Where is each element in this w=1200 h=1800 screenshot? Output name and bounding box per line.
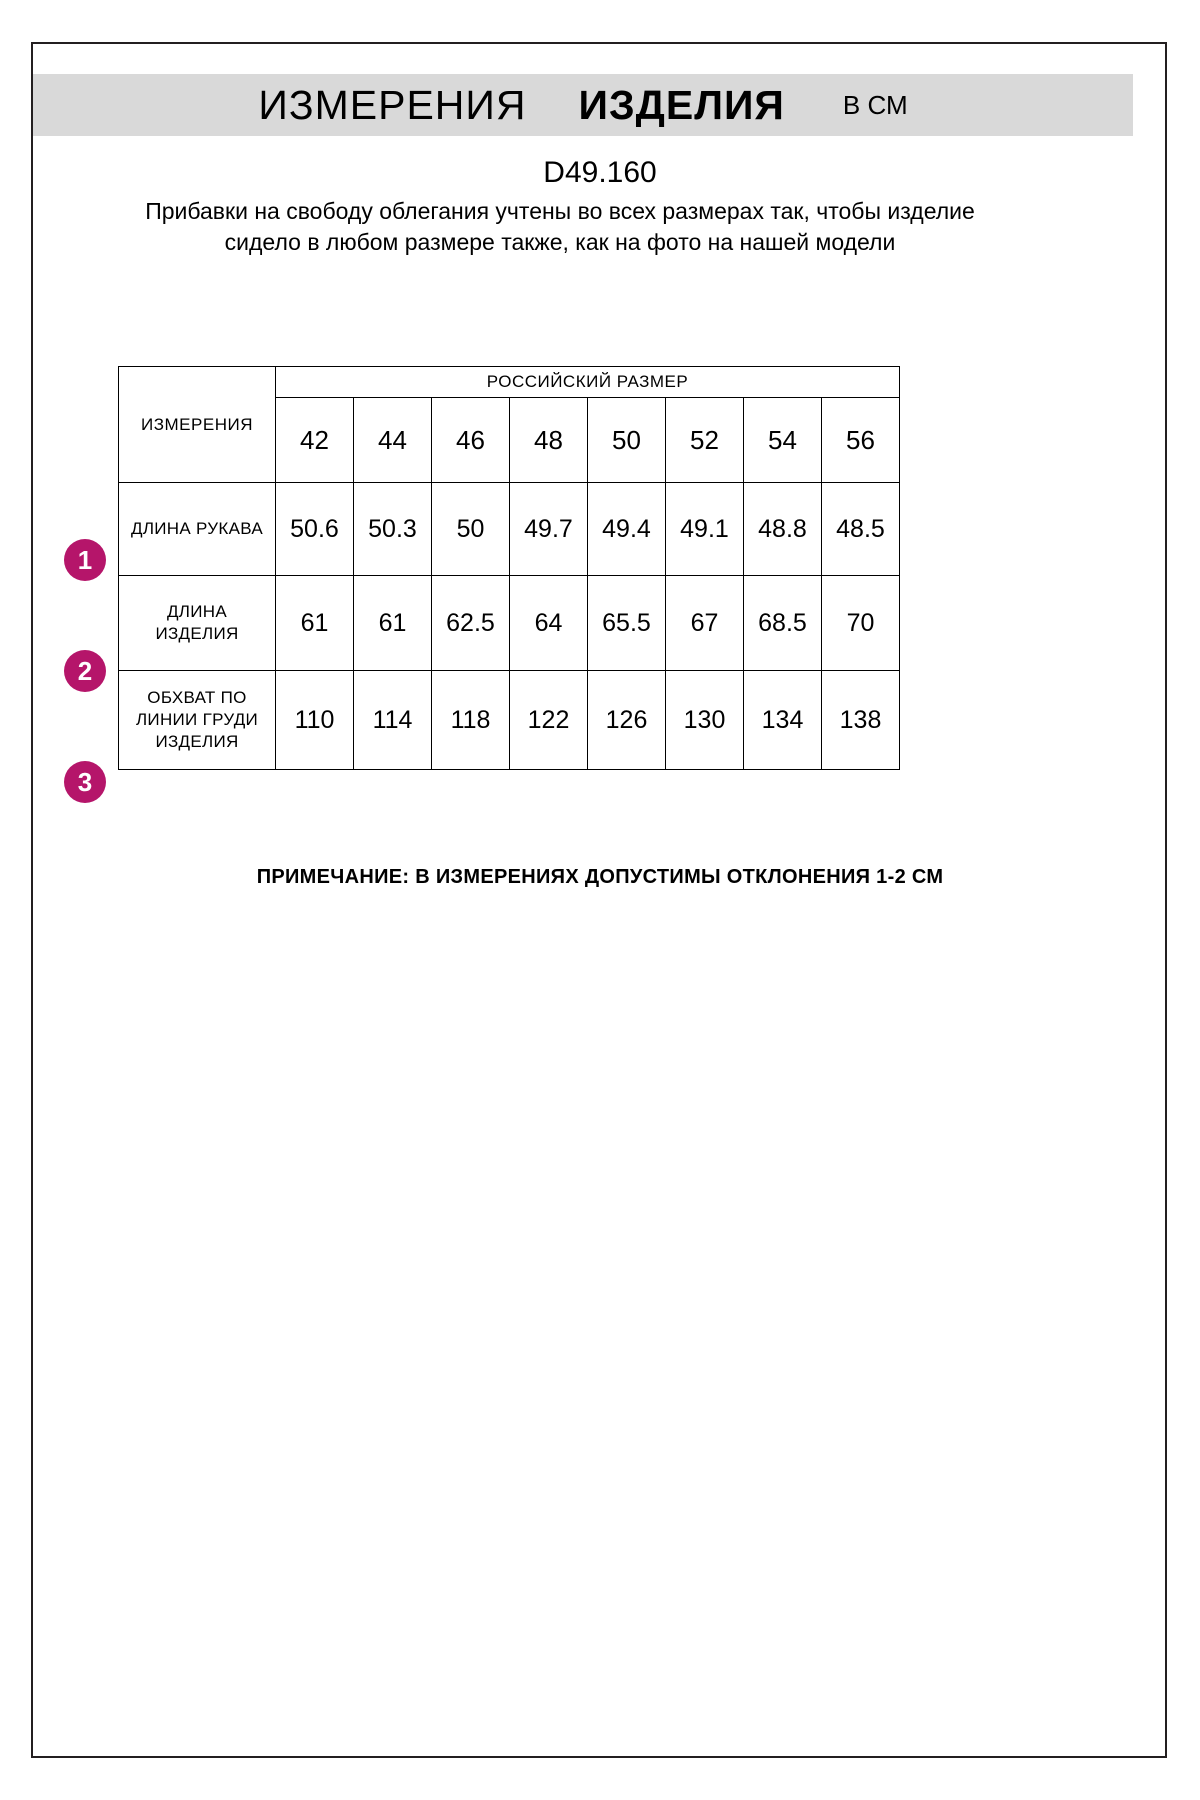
- size-header-cell: 52: [666, 398, 744, 483]
- measurement-value: 50.6: [276, 483, 354, 576]
- measurement-value: 65.5: [588, 576, 666, 671]
- measurement-value: 48.8: [744, 483, 822, 576]
- measurement-value: 70: [822, 576, 900, 671]
- size-chart-table: [118, 366, 900, 770]
- measurement-value: 49.1: [666, 483, 744, 576]
- measurement-value: 138: [822, 671, 900, 770]
- measurement-badge-1: 1: [64, 539, 106, 581]
- page-title-emphasis: ИЗДЕЛИЯ: [578, 81, 785, 128]
- measurement-value: 61: [354, 576, 432, 671]
- measurement-value: 110: [276, 671, 354, 770]
- measurement-value: 64: [510, 576, 588, 671]
- page-title: ИЗМЕРЕНИЯ: [258, 81, 527, 128]
- measurement-value: 114: [354, 671, 432, 770]
- table-group-header: РОССИЙСКИЙ РАЗМЕР: [276, 367, 900, 398]
- measurement-value: 49.4: [588, 483, 666, 576]
- size-header-cell: 50: [588, 398, 666, 483]
- size-header-cell: 42: [276, 398, 354, 483]
- measurement-value: 130: [666, 671, 744, 770]
- table-row: [119, 576, 900, 671]
- measurement-value: 62.5: [432, 576, 510, 671]
- size-header-cell: 54: [744, 398, 822, 483]
- header-band: [33, 74, 1133, 136]
- measurement-value: 67: [666, 576, 744, 671]
- measurement-badge-3: 3: [64, 761, 106, 803]
- page-border: [31, 42, 1167, 1758]
- table-row: [119, 483, 900, 576]
- measurement-value: 122: [510, 671, 588, 770]
- measurement-value: 49.7: [510, 483, 588, 576]
- table-corner-label: ИЗМЕРЕНИЯ: [119, 367, 276, 483]
- intro-text: Прибавки на свободу облегания учтены во всех размерах так, чтобы изделие сидело в любом размере также, как на фото на нашей модели: [145, 198, 975, 255]
- measurement-label: ДЛИНА ИЗДЕЛИЯ: [119, 576, 276, 671]
- measurement-value: 68.5: [744, 576, 822, 671]
- size-header-cell: 48: [510, 398, 588, 483]
- measurement-value: 126: [588, 671, 666, 770]
- unit-label: В СМ: [842, 89, 908, 120]
- size-header-cell: 44: [354, 398, 432, 483]
- model-code: D49.160: [543, 156, 657, 189]
- measurement-value: 118: [432, 671, 510, 770]
- size-header-cell: 56: [822, 398, 900, 483]
- measurement-value: 134: [744, 671, 822, 770]
- measurement-label: ОБХВАТ ПО ЛИНИИ ГРУДИ ИЗДЕЛИЯ: [119, 671, 276, 770]
- measurement-label: ДЛИНА РУКАВА: [119, 483, 276, 576]
- measurement-value: 50: [432, 483, 510, 576]
- measurement-value: 50.3: [354, 483, 432, 576]
- measurement-badge-2: 2: [64, 650, 106, 692]
- table-group-header-row: [119, 367, 900, 398]
- note-text: ПРИМЕЧАНИЕ: В ИЗМЕРЕНИЯХ ДОПУСТИМЫ ОТКЛОНЕНИЯ 1-2 СМ: [256, 866, 944, 888]
- measurement-value: 48.5: [822, 483, 900, 576]
- table-row: [119, 671, 900, 770]
- size-header-cell: 46: [432, 398, 510, 483]
- measurement-value: 61: [276, 576, 354, 671]
